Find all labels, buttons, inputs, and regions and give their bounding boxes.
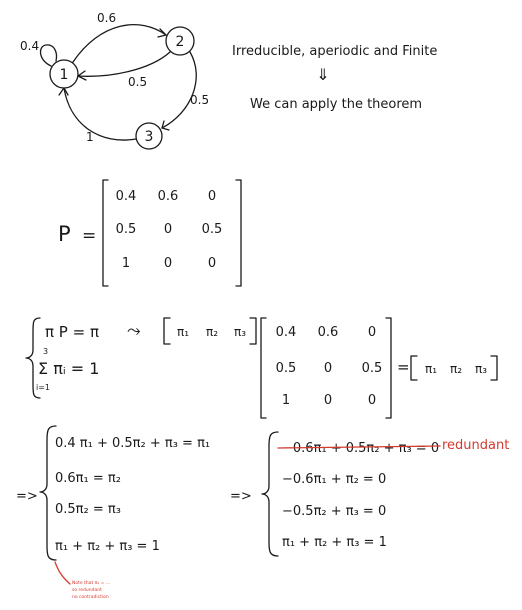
p-cell-2-2: 0 [163,222,173,237]
m-cell-1-1: 0.4 [275,325,297,340]
state-label-1: 1 [59,67,69,83]
m-cell-2-1: 0.5 [275,361,297,376]
system-equals: = [397,358,410,376]
pi-row-1: π₁ [176,325,190,339]
equations-right [230,432,509,556]
annotation-arrow [55,562,70,584]
state-label-3: 3 [144,129,154,145]
redundant-label: redundant [442,438,510,453]
p-cell-1-3: 0 [207,189,217,204]
p-cell-2-3: 0.5 [201,222,223,237]
m-cell-1-2: 0.6 [317,325,339,340]
result-row-2: π₂ [449,362,463,376]
sum-upper-limit: 3 [43,347,49,356]
left-eq-4: π₁ + π₂ + π₃ = 1 [55,539,160,554]
result-row-left-bracket [411,356,417,380]
system-matrix-right-bracket [386,318,391,418]
edge-label-2-3: 0.5 [190,93,210,107]
matrix-equals: = [82,226,97,246]
edge-1-1 [41,45,57,66]
edge-label-1-2: 0.6 [97,11,117,25]
implies-down-arrow: ⇓ [316,65,330,84]
left-eq-3: 0.5π₂ = π₃ [55,502,121,517]
edge-3-1 [64,88,136,140]
edge-label-1-1: 0.4 [20,39,40,53]
implies-right: => [230,489,252,504]
markov-chain-diagram [20,11,209,149]
right-eq-2: −0.5π₂ + π₃ = 0 [282,504,387,519]
m-cell-2-2: 0 [323,361,333,376]
edge-label-3-1: 1 [86,130,94,144]
implies-left: => [16,489,38,504]
annotation-note-3: no contradiction [72,595,109,600]
sum-constraint: Σ πᵢ = 1 [38,359,100,378]
edge-2-1 [78,52,170,76]
pi-row-3: π₃ [233,325,247,339]
left-system-brace [40,426,56,560]
leads-to-arrow: ⤳ [127,321,141,341]
conditions-note [232,44,437,112]
conditions-conclusion: We can apply the theorem [250,97,423,112]
sum-lower-limit: i=1 [36,383,51,392]
m-cell-3-1: 1 [281,393,291,408]
p-cell-2-1: 0.5 [115,222,137,237]
p-cell-1-1: 0.4 [115,189,137,204]
stationary-equation: π P = π [45,323,99,341]
left-eq-1: 0.4 π₁ + 0.5π₂ + π₃ = π₁ [55,436,211,451]
m-cell-1-3: 0 [367,325,377,340]
right-eq-struck: −0.6π₁ + 0.5π₂ + π₃ = 0 [282,441,440,456]
right-eq-1: −0.6π₁ + π₂ = 0 [282,472,387,487]
matrix-right-bracket [236,180,241,286]
pi-row-2: π₂ [205,325,219,339]
p-cell-1-2: 0.6 [157,189,179,204]
edge-2-3 [162,52,196,128]
m-cell-3-2: 0 [323,393,333,408]
transition-matrix [58,180,241,286]
result-row-right-bracket [491,356,497,380]
p-cell-3-1: 1 [121,256,131,271]
annotation-note-2: so redundant [72,588,102,593]
pi-row-right-bracket [250,318,256,344]
m-cell-3-3: 0 [367,393,377,408]
system-matrix-left-bracket [261,318,266,418]
left-eq-2: 0.6π₁ = π₂ [55,471,121,486]
annotation-note-1: Note that π₂ = … [72,581,111,586]
stationary-system [26,318,497,418]
equations-left [16,426,210,600]
right-eq-3: π₁ + π₂ + π₃ = 1 [282,535,387,550]
state-label-2: 2 [175,34,185,50]
m-cell-2-3: 0.5 [361,361,383,376]
conditions-statement: Irreducible, aperiodic and Finite [232,44,438,59]
result-row-3: π₃ [474,362,488,376]
p-cell-3-2: 0 [163,256,173,271]
pi-row-left-bracket [164,318,170,344]
edge-label-2-1: 0.5 [128,75,148,89]
matrix-left-bracket [103,180,108,286]
p-cell-3-3: 0 [207,256,217,271]
right-system-brace [262,432,278,556]
arrowhead-3-1 [59,88,68,95]
arrowhead-2-1 [78,71,86,80]
matrix-name: P [58,222,71,246]
edge-1-2 [73,25,166,62]
result-row-1: π₁ [424,362,438,376]
